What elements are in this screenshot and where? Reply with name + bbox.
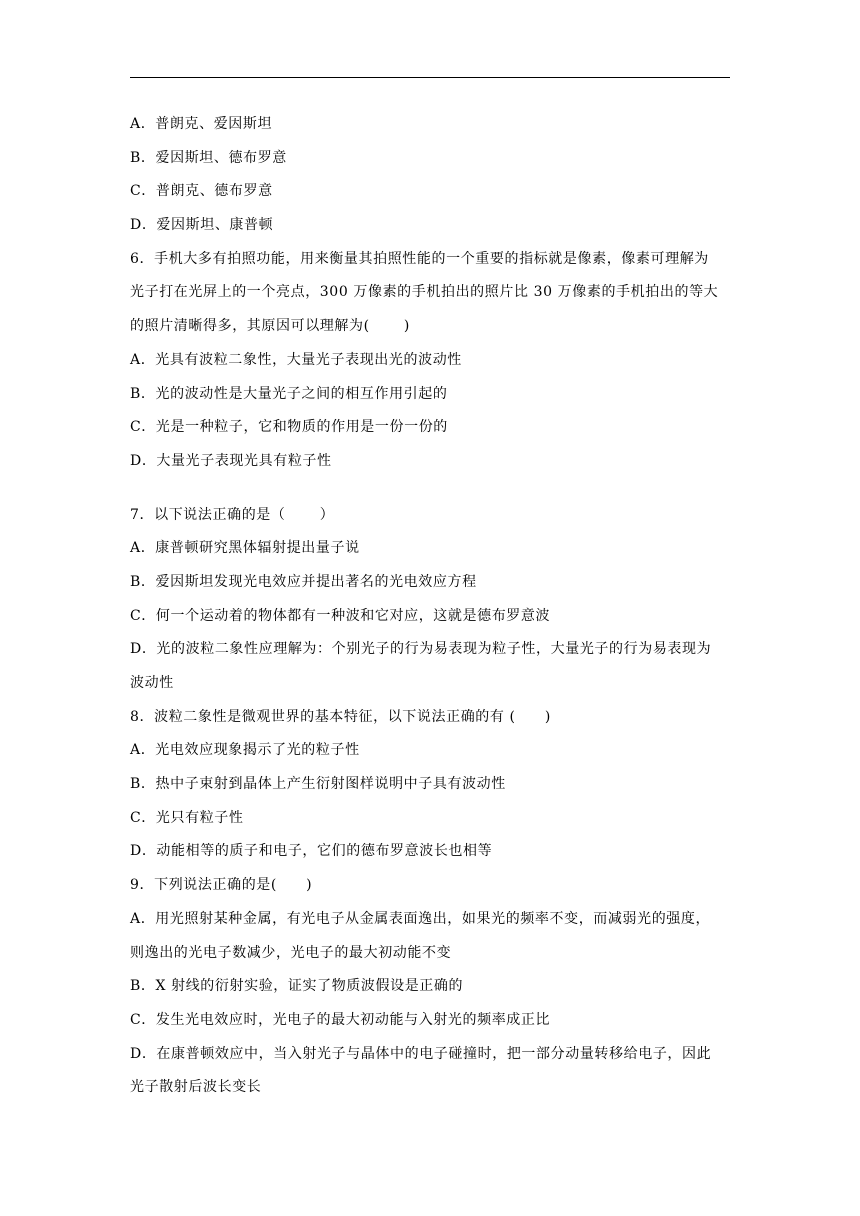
q7-option-d-continued: 波动性 xyxy=(130,675,174,691)
q5-option-b: B．爱因斯坦、德布罗意 xyxy=(130,149,287,166)
q6-stem-line-1: 6．手机大多有拍照功能，用来衡量其拍照性能的一个重要的指标就是像素，像素可理解为 xyxy=(130,250,709,267)
q5-option-a: A．普朗克、爱因斯坦 xyxy=(130,116,273,132)
q8-option-b: B．热中子束射到晶体上产生衍射图样说明中子具有波动性 xyxy=(130,776,506,793)
q9-option-d-continued: 光子散射后波长变长 xyxy=(130,1079,262,1096)
q8-option-c: C．光只有粒子性 xyxy=(130,809,244,826)
q7-option-c: C．何一个运动着的物体都有一种波和它对应，这就是德布罗意波 xyxy=(130,607,551,624)
q5-option-c: C．普朗克、德布罗意 xyxy=(130,183,273,200)
q9-option-c: C．发生光电效应时，光电子的最大初动能与入射光的频率成正比 xyxy=(130,1011,551,1028)
q6-stem-line-2: 光子打在光屏上的一个亮点，300 万像素的手机拍出的照片比 30 万像素的手机拍出的等大 xyxy=(130,284,719,301)
q9-option-a: A．用光照射某种金属，有光电子从金属表面逸出，如果光的频率不变，而减弱光的强度， xyxy=(130,910,711,927)
q9-option-d: D．在康普顿效应中，当入射光子与晶体中的电子碰撞时，把一部分动量转移给电子，因此 xyxy=(130,1045,712,1062)
q8-option-d: D．动能相等的质子和电子，它们的德布罗意波长也相等 xyxy=(130,843,493,860)
question-content xyxy=(130,108,735,1105)
q6-option-d: D．大量光子表现光具有粒子性 xyxy=(130,452,332,469)
q9-stem: 9．下列说法正确的是( ) xyxy=(130,877,313,894)
q6-option-a: A．光具有波粒二象性，大量光子表现出光的波动性 xyxy=(130,351,462,368)
q8-option-a: A．光电效应现象揭示了光的粒子性 xyxy=(130,742,360,759)
q9-option-a-continued: 则逸出的光电子数减少，光电子的最大初动能不变 xyxy=(130,944,452,961)
q7-stem: 7．以下说法正确的是（ ） xyxy=(130,506,335,523)
q8-stem: 8．波粒二象性是微观世界的基本特征，以下说法正确的有 ( ) xyxy=(130,708,551,725)
q6-option-c: C．光是一种粒子，它和物质的作用是一份一份的 xyxy=(130,419,448,436)
q5-option-d: D．爱因斯坦、康普顿 xyxy=(130,217,274,234)
q7-option-a: A．康普顿研究黑体辐射提出量子说 xyxy=(130,540,360,557)
q7-option-d: D．光的波粒二象性应理解为：个别光子的行为易表现为粒子性，大量光子的行为易表现为 xyxy=(130,641,712,658)
header-rule xyxy=(130,77,730,78)
q7-option-b: B．爱因斯坦发现光电效应并提出著名的光电效应方程 xyxy=(130,573,477,590)
q9-option-b: B．X 射线的衍射实验，证实了物质波假设是正确的 xyxy=(130,978,464,995)
paragraph-gap xyxy=(130,479,735,499)
q6-option-b: B．光的波动性是大量光子之间的相互作用引起的 xyxy=(130,385,448,402)
q6-stem-line-3: 的照片清晰得多，其原因可以理解为( ) xyxy=(130,318,410,335)
